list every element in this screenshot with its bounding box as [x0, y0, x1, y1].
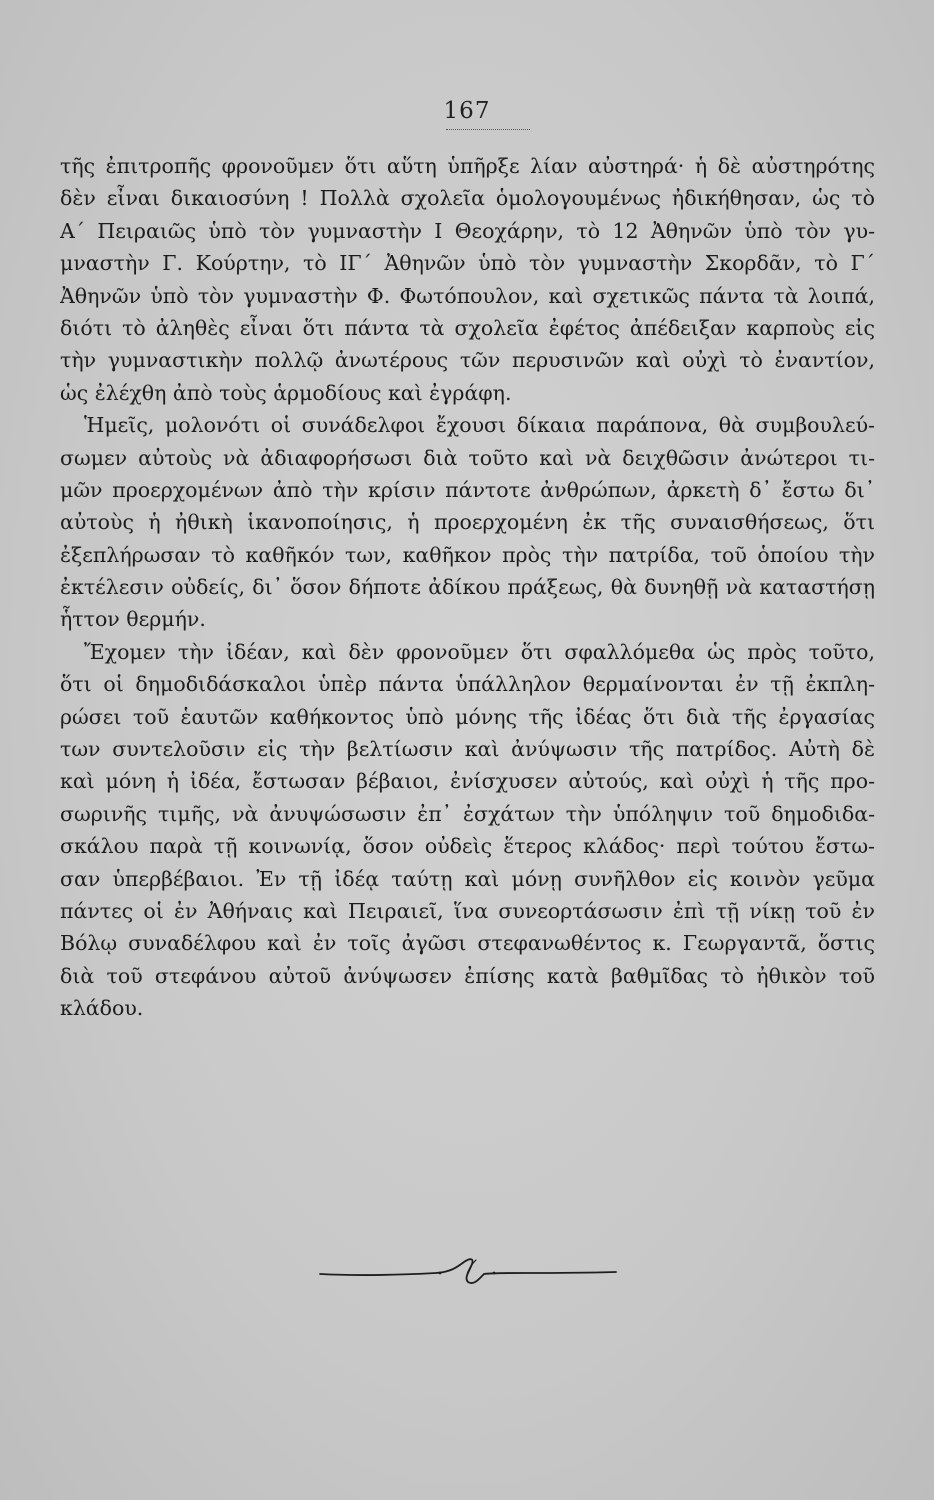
text-line: πάντες οἱ ἐν Ἀθήναις καὶ Πειραιεῖ, ἵνα συνεορτάσωσιν ἐπὶ τῇ νίκῃ τοῦ ἐν: [60, 898, 875, 923]
text-line: Α΄ Πειραιῶς ὑπὸ τὸν γυμναστὴν Ι Θεοχάρην, τὸ 12 Ἀθηνῶν ὑπὸ τὸν γυ-: [60, 218, 875, 243]
text-line: σωμεν αὐτοὺς νὰ ἀδιαφορήσωσι διὰ τοῦτο καὶ νὰ δειχθῶσιν ἀνώτεροι τι-: [60, 445, 875, 470]
text-line: ρώσει τοῦ ἑαυτῶν καθήκοντος ὑπὸ μόνης τῆς ἰδέας ὅτι διὰ τῆς ἐργασίας: [60, 704, 875, 729]
text-line: Βόλῳ συναδέλφου καὶ ἐν τοῖς ἀγῶσι στεφανωθέντος κ. Γεωργαντᾶ, ὅστις: [60, 931, 875, 956]
text-line: διὰ τοῦ στεφάνου αὐτοῦ ἀνύψωσεν ἐπίσης κατὰ βαθμῖδας τὸ ἠθικὸν τοῦ: [60, 963, 875, 988]
paragraph-start-line: Ἔχομεν τὴν ἰδέαν, καὶ δὲν φρονοῦμεν ὅτι σφαλλόμεθα ὡς πρὸς τοῦτο,: [84, 639, 875, 664]
text-line: τὴν γυμναστικὴν πολλῷ ἀνωτέρους τῶν περυσινῶν καὶ οὐχὶ τὸ ἐναντίον,: [60, 348, 875, 373]
paragraph-end-line: ἧττον θερμήν.: [60, 607, 206, 632]
text-line: Ἀθηνῶν ὑπὸ τὸν γυμναστὴν Φ. Φωτόπουλον, καὶ σχετικῶς πάντα τὰ λοιπά,: [60, 283, 875, 308]
text-line: μναστὴν Γ. Κούρτην, τὸ ΙΓ΄ Ἀθηνῶν ὑπὸ τὸν γυμναστὴν Σκορδᾶν, τὸ Γ΄: [60, 251, 875, 276]
paragraph-end-line: ὡς ἐλέχθη ἀπὸ τοὺς ἁρμοδίους καὶ ἐγράφη.: [60, 380, 512, 405]
text-line: ἐξεπλήρωσαν τὸ καθῆκόν των, καθῆκον πρὸς τὴν πατρίδα, τοῦ ὁποίου τὴν: [60, 542, 875, 567]
page-number: 167: [443, 98, 491, 124]
text-line: τῆς ἐπιτροπῆς φρονοῦμεν ὅτι αὕτη ὑπῆρξε λίαν αὐστηρά· ἡ δὲ αὐστηρότης: [60, 154, 875, 178]
paragraph-start-line: Ἡμεῖς, μολονότι οἱ συνάδελφοι ἔχουσι δίκαια παράπονα, θὰ συμβουλεύ-: [84, 413, 875, 438]
text-line: καὶ μόνη ἡ ἰδέα, ἔστωσαν βέβαιοι, ἐνίσχυσεν αὐτούς, καὶ οὐχὶ ἡ τῆς προ-: [60, 769, 875, 794]
text-line: μῶν προερχομένων ἀπὸ τὴν κρίσιν πάντοτε ἀνθρώπων, ἀρκετὴ δ᾽ ἔστω δι᾽: [60, 477, 875, 502]
body-text: [60, 150, 875, 1025]
text-line: σωρινῆς τιμῆς, νὰ ἀνυψώσωσιν ἐπ᾽ ἐσχάτων τὴν ὑπόληψιν τοῦ δημοδιδα-: [60, 801, 875, 826]
text-line: διότι τὸ ἀληθὲς εἶναι ὅτι πάντα τὰ σχολεῖα ἐφέτος ἀπέδειξαν καρποὺς εἰς: [60, 315, 875, 340]
text-line: ἐκτέλεσιν οὐδείς, δι᾽ ὅσον δήποτε ἀδίκου πράξεως, θὰ δυνηθῇ νὰ καταστήσῃ: [60, 575, 875, 600]
text-line: σαν ὑπερβέβαιοι. Ἐν τῇ ἰδέᾳ ταύτῃ καὶ μόνῃ συνῆλθον εἰς κοινὸν γεῦμα: [60, 866, 875, 891]
text-line: δὲν εἶναι δικαιοσύνη ! Πολλὰ σχολεῖα ὁμολογουμένως ἠδικήθησαν, ὡς τὸ: [60, 186, 875, 211]
tailpiece-flourish-icon: [318, 1252, 618, 1292]
text-line: σκάλου παρὰ τῇ κοινωνίᾳ, ὅσον οὐδεὶς ἕτερος κλάδος· περὶ τούτου ἔστω-: [60, 834, 875, 859]
text-line: αὐτοὺς ἡ ἠθικὴ ἱκανοποίησις, ἡ προερχομένη ἐκ τῆς συναισθήσεως, ὅτι: [60, 510, 875, 535]
text-line: ὅτι οἱ δημοδιδάσκαλοι ὑπὲρ πάντα ὑπάλληλον θερμαίνονται ἐν τῇ ἐκπλη-: [60, 672, 875, 697]
page-number-rule: [446, 129, 530, 131]
text-line: των συντελοῦσιν εἰς τὴν βελτίωσιν καὶ ἀνύψωσιν τῆς πατρίδος. Αὐτὴ δὲ: [60, 737, 875, 762]
paragraph-end-line: κλάδου.: [60, 996, 144, 1021]
